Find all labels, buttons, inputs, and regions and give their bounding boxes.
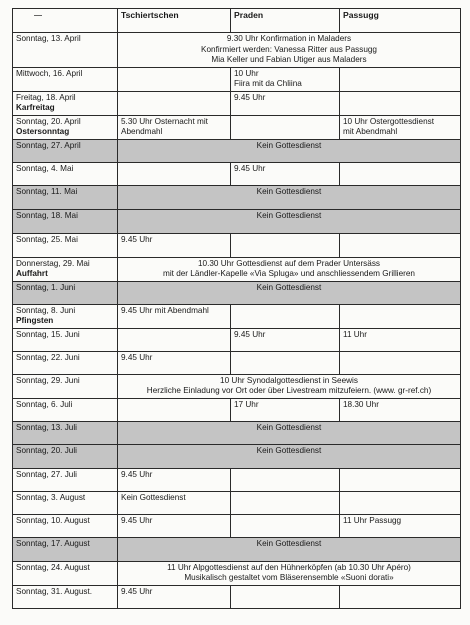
tschiertschen-cell xyxy=(118,162,231,185)
date-cell xyxy=(13,115,118,139)
date-cell xyxy=(13,328,118,351)
tschiertschen-line: 9.45 Uhr mit Abendmahl xyxy=(121,305,209,315)
tschiertschen-line: Abendmahl xyxy=(121,127,163,136)
passugg-line: 11 Uhr xyxy=(343,329,367,339)
praden-cell xyxy=(231,585,340,608)
tschiertschen-cell xyxy=(118,398,231,421)
date-label: Sonntag, 20. April xyxy=(16,116,81,126)
table-row xyxy=(13,185,461,209)
holiday-label: Ostersonntag xyxy=(16,127,70,136)
worship-schedule-table xyxy=(12,8,461,609)
date-cell xyxy=(13,33,118,68)
tschiertschen-line: 9.45 Uhr xyxy=(121,515,153,525)
date-label: Sonntag, 20. Juli xyxy=(16,445,77,455)
table-row xyxy=(13,468,461,491)
praden-cell xyxy=(231,67,340,91)
tschiertschen-line: Kein Gottesdienst xyxy=(121,492,186,502)
passugg-cell xyxy=(340,351,461,374)
joint-service-line: Konfirmiert werden: Vanessa Ritter aus Passugg xyxy=(201,44,377,54)
joint-service-cell xyxy=(118,561,461,585)
tschiertschen-cell xyxy=(118,585,231,608)
date-label: Sonntag, 13. April xyxy=(16,34,81,43)
date-label: Sonntag, 3. August xyxy=(16,492,86,502)
date-label: Sonntag, 24. August xyxy=(16,562,90,572)
tschiertschen-cell xyxy=(118,328,231,351)
date-label: Sonntag, 1. Juni xyxy=(16,282,76,292)
tschiertschen-line: 5.30 Uhr Osternacht mit xyxy=(121,116,208,126)
date-label: Freitag, 18. April xyxy=(16,92,76,102)
date-cell xyxy=(13,398,118,421)
table-row xyxy=(13,537,461,561)
praden-cell xyxy=(231,491,340,514)
praden-line: 9.45 Uhr xyxy=(234,163,266,173)
passugg-cell xyxy=(340,398,461,421)
date-label: Sonntag, 27. April xyxy=(16,140,81,150)
table-row xyxy=(13,233,461,257)
praden-cell xyxy=(231,91,340,115)
table-row xyxy=(13,328,461,351)
date-label: Sonntag, 25. Mai xyxy=(16,234,78,244)
passugg-cell xyxy=(340,91,461,115)
no-service-cell: Kein Gottesdienst xyxy=(118,537,461,561)
tschiertschen-line: 9.45 Uhr xyxy=(121,586,153,596)
praden-cell xyxy=(231,328,340,351)
tschiertschen-cell xyxy=(118,115,231,139)
joint-service-line: 10 Uhr Synodalgottesdienst in Seewis xyxy=(220,375,358,385)
joint-service-line: 9.30 Uhr Konfirmation in Maladers xyxy=(226,34,352,43)
tschiertschen-cell xyxy=(118,233,231,257)
tschiertschen-cell xyxy=(118,67,231,91)
joint-service-line: Mia Keller und Fabian Utiger aus Maladers xyxy=(211,55,367,64)
tschiertschen-cell xyxy=(118,351,231,374)
date-label: Mittwoch, 16. April xyxy=(16,68,83,78)
table-row xyxy=(13,514,461,537)
no-service-cell: Kein Gottesdienst xyxy=(118,281,461,304)
date-cell xyxy=(13,444,118,468)
date-cell xyxy=(13,67,118,91)
joint-service-cell xyxy=(118,374,461,398)
passugg-line: 18.30 Uhr xyxy=(343,399,379,409)
table-row xyxy=(13,281,461,304)
joint-service-line: Musikalisch gestaltet vom Bläserensemble «Suoni dorati» xyxy=(184,573,394,582)
joint-service-line: 10.30 Uhr Gottesdienst auf dem Prader Untersäss xyxy=(197,258,381,268)
praden-line: 10 Uhr xyxy=(234,68,259,78)
date-cell xyxy=(13,468,118,491)
joint-service-line: mit der Ländler-Kapelle «Via Spluga» und anschliessendem Grillieren xyxy=(163,269,415,278)
table-row xyxy=(13,398,461,421)
date-cell xyxy=(13,514,118,537)
passugg-cell xyxy=(340,328,461,351)
praden-cell xyxy=(231,233,340,257)
tschiertschen-cell xyxy=(118,468,231,491)
passugg-line: 10 Uhr Ostergottesdienst xyxy=(343,116,435,126)
no-service-cell: Kein Gottesdienst xyxy=(118,209,461,233)
date-label: Sonntag, 29. Juni xyxy=(16,375,80,385)
no-service-cell: Kein Gottesdienst xyxy=(118,444,461,468)
date-cell xyxy=(13,185,118,209)
praden-cell xyxy=(231,398,340,421)
table-row xyxy=(13,304,461,328)
passugg-line: 11 Uhr Passugg xyxy=(343,515,402,525)
praden-cell xyxy=(231,162,340,185)
table-row xyxy=(13,257,461,281)
date-cell xyxy=(13,209,118,233)
praden-cell xyxy=(231,514,340,537)
table-row xyxy=(13,115,461,139)
header-praden: Praden xyxy=(231,9,340,33)
date-label: Sonntag, 27. Juli xyxy=(16,469,77,479)
passugg-cell xyxy=(340,233,461,257)
passugg-cell xyxy=(340,585,461,608)
table-row xyxy=(13,139,461,162)
header-corner xyxy=(13,9,118,33)
header-passugg: Passugg xyxy=(340,9,461,33)
table-row xyxy=(13,91,461,115)
header-row xyxy=(13,9,461,33)
praden-line: 9.45 Uhr xyxy=(234,329,266,339)
date-label: Sonntag, 17. August xyxy=(16,538,90,548)
date-cell xyxy=(13,491,118,514)
date-cell xyxy=(13,374,118,398)
table-row xyxy=(13,444,461,468)
tschiertschen-cell xyxy=(118,514,231,537)
passugg-cell xyxy=(340,162,461,185)
passugg-cell xyxy=(340,491,461,514)
praden-line: 17 Uhr xyxy=(234,399,259,409)
date-cell xyxy=(13,351,118,374)
date-label: Sonntag, 13. Juli xyxy=(16,422,77,432)
praden-cell xyxy=(231,351,340,374)
date-cell xyxy=(13,561,118,585)
date-label: Sonntag, 11. Mai xyxy=(16,186,78,196)
date-label: Sonntag, 10. August xyxy=(16,515,90,525)
no-service-cell: Kein Gottesdienst xyxy=(118,139,461,162)
date-cell xyxy=(13,585,118,608)
table-row xyxy=(13,162,461,185)
passugg-cell xyxy=(340,514,461,537)
table-row xyxy=(13,209,461,233)
date-label: Sonntag, 4. Mai xyxy=(16,163,74,173)
joint-service-line: 11 Uhr Alpgottesdienst auf den Hühnerköpfen (ab 10.30 Uhr Apéro) xyxy=(167,562,411,572)
date-cell xyxy=(13,281,118,304)
praden-line: 9.45 Uhr xyxy=(234,92,266,102)
praden-cell xyxy=(231,115,340,139)
praden-cell xyxy=(231,468,340,491)
table-row xyxy=(13,585,461,608)
joint-service-cell xyxy=(118,257,461,281)
no-service-cell: Kein Gottesdienst xyxy=(118,421,461,444)
holiday-label: Pfingsten xyxy=(16,316,54,325)
date-label: Sonntag, 6. Juli xyxy=(16,399,73,409)
date-cell xyxy=(13,304,118,328)
joint-service-line: Herzliche Einladung vor Ort oder über Livestream mitzufeiern. (www. gr-ref.ch) xyxy=(146,386,432,395)
table-row xyxy=(13,374,461,398)
holiday-label: Karfreitag xyxy=(16,103,55,112)
date-label: Sonntag, 8. Juni xyxy=(16,305,76,315)
date-cell xyxy=(13,139,118,162)
date-cell xyxy=(13,162,118,185)
date-cell xyxy=(13,257,118,281)
date-cell xyxy=(13,421,118,444)
passugg-cell xyxy=(340,115,461,139)
date-cell xyxy=(13,233,118,257)
praden-line: Fiira mit da Chliina xyxy=(234,79,302,88)
no-service-cell: Kein Gottesdienst xyxy=(118,185,461,209)
passugg-line: mit Abendmahl xyxy=(343,127,398,136)
tschiertschen-line: 9.45 Uhr xyxy=(121,234,153,244)
header-tschiertschen: Tschiertschen xyxy=(118,9,231,33)
date-label: Sonntag, 18. Mai xyxy=(16,210,78,220)
corner-dash xyxy=(34,15,42,16)
passugg-cell xyxy=(340,304,461,328)
table-row xyxy=(13,33,461,68)
table-row xyxy=(13,561,461,585)
table-row xyxy=(13,421,461,444)
praden-cell xyxy=(231,304,340,328)
table-row xyxy=(13,351,461,374)
passugg-cell xyxy=(340,67,461,91)
date-label: Donnerstag, 29. Mai xyxy=(16,258,90,268)
joint-service-cell xyxy=(118,33,461,68)
date-label: Sonntag, 22. Juni xyxy=(16,352,80,362)
tschiertschen-cell xyxy=(118,91,231,115)
tschiertschen-cell xyxy=(118,491,231,514)
tschiertschen-line: 9.45 Uhr xyxy=(121,469,153,479)
tschiertschen-cell xyxy=(118,304,231,328)
date-label: Sonntag, 31. August. xyxy=(16,586,93,596)
date-label: Sonntag, 15. Juni xyxy=(16,329,80,339)
tschiertschen-line: 9.45 Uhr xyxy=(121,352,153,362)
date-cell xyxy=(13,91,118,115)
table-row xyxy=(13,67,461,91)
table-row xyxy=(13,491,461,514)
date-cell xyxy=(13,537,118,561)
holiday-label: Auffahrt xyxy=(16,269,48,278)
passugg-cell xyxy=(340,468,461,491)
schedule-body xyxy=(13,33,461,609)
